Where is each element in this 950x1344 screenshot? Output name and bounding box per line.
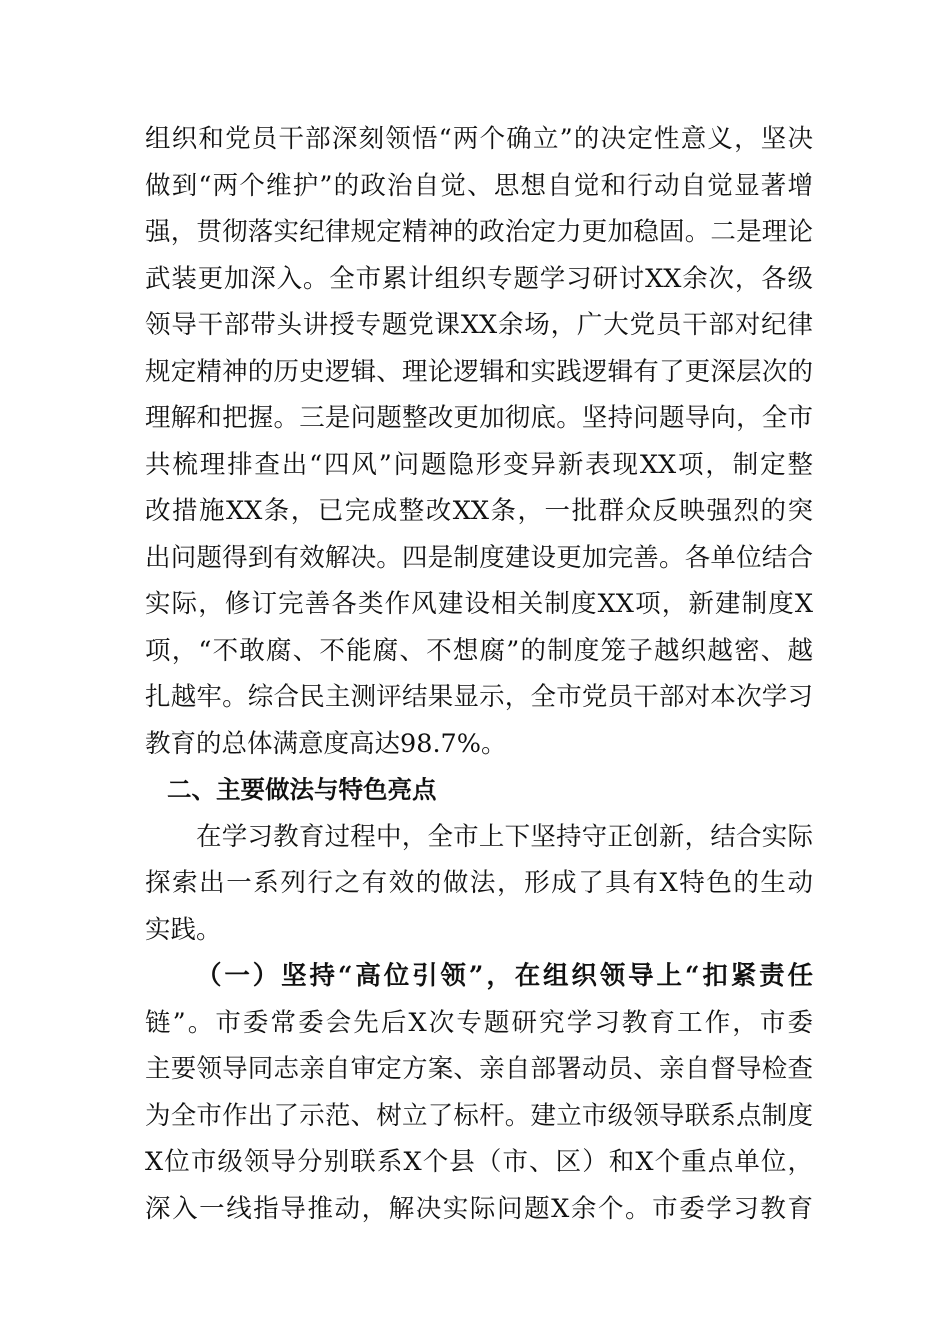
text-line: 出问题得到有效解决。四是制度建设更加完善。各单位结合 bbox=[145, 542, 813, 573]
text-line: 理解和把握。三是问题整改更加彻底。坚持问题导向，全市 bbox=[145, 403, 813, 433]
text-line: 领导干部带头讲授专题党课XX余场，广大党员干部对纪律 bbox=[145, 310, 813, 340]
text-line: 教育的总体满意度高达98.7%。 bbox=[145, 728, 507, 759]
text-line: X位市级领导分别联系X个县（市、区）和X个重点单位， bbox=[145, 1147, 813, 1177]
subsection-heading: （一）坚持“高位引领”，在组织领导上“扣紧责任 bbox=[196, 961, 813, 991]
text-line: 链”。市委常委会先后X次专题研究学习教育工作，市委 bbox=[145, 1007, 813, 1038]
text-line: 在学习教育过程中，全市上下坚持守正创新，结合实际 bbox=[196, 821, 813, 852]
document-body bbox=[145, 116, 813, 1232]
text-line: 共梳理排查出“四风”问题隐形变异新表现XX项，制定整 bbox=[145, 449, 813, 480]
text-line: 主要领导同志亲自审定方案、亲自部署动员、亲自督导检查 bbox=[145, 1054, 813, 1084]
text-line: 强，贯彻落实纪律规定精神的政治定力更加稳固。二是理论 bbox=[145, 217, 813, 247]
text-line: 实践。 bbox=[145, 914, 222, 945]
text-line: 改措施XX条，已完成整改XX条，一批群众反映强烈的突 bbox=[145, 496, 813, 526]
text-line: 扎越牢。综合民主测评结果显示，全市党员干部对本次学习 bbox=[145, 682, 813, 712]
text-line: 项，“不敢腐、不能腐、不想腐”的制度笼子越织越密、越 bbox=[145, 635, 813, 666]
text-line: 规定精神的历史逻辑、理论逻辑和实践逻辑有了更深层次的 bbox=[145, 356, 813, 387]
text-line: 深入一线指导推动，解决实际问题X余个。市委学习教育 bbox=[145, 1193, 813, 1224]
text-line: 实际，修订完善各类作风建设相关制度XX项，新建制度X bbox=[145, 589, 813, 619]
text-line: 探索出一系列行之有效的做法，形成了具有X特色的生动 bbox=[145, 868, 813, 898]
section-heading: 二、主要做法与特色亮点 bbox=[167, 775, 437, 804]
text-line: 为全市作出了示范、树立了标杆。建立市级领导联系点制度 bbox=[145, 1100, 813, 1131]
text-line: 组织和党员干部深刻领悟“两个确立”的决定性意义，坚决 bbox=[145, 124, 813, 154]
text-line: 做到“两个维护”的政治自觉、思想自觉和行动自觉显著增 bbox=[145, 170, 813, 201]
text-line: 武装更加深入。全市累计组织专题学习研讨XX余次，各级 bbox=[145, 263, 813, 294]
